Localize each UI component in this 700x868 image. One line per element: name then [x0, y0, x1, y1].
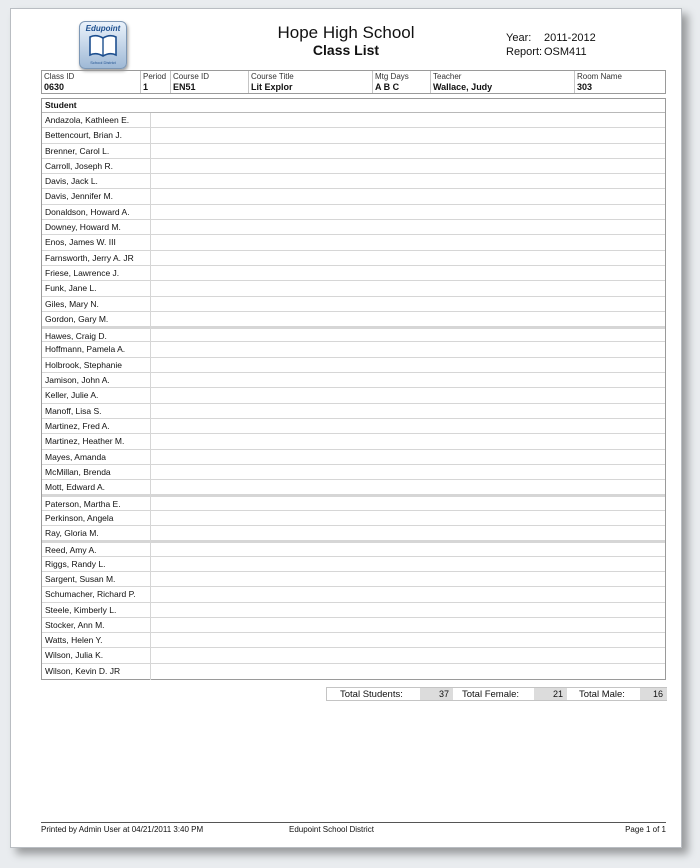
column-divider [150, 543, 151, 556]
table-row [42, 144, 665, 159]
student-name: Stocker, Ann M. [45, 619, 105, 630]
table-row [42, 388, 665, 403]
room-label: Room Name [577, 72, 622, 81]
student-name: Mott, Edward A. [45, 482, 105, 493]
table-row [42, 526, 665, 541]
student-name: Ray, Gloria M. [45, 528, 99, 539]
course-id-cell [170, 71, 249, 93]
report-title: Class List [312, 42, 380, 58]
column-divider [150, 113, 151, 128]
period-label: Period [143, 72, 167, 81]
column-divider [150, 618, 151, 633]
column-divider [150, 297, 151, 312]
column-divider [150, 373, 151, 388]
column-divider [150, 526, 151, 541]
total-students-label: Total Students: [340, 689, 403, 700]
student-name: Keller, Julie A. [45, 390, 99, 401]
class-id-cell [42, 71, 140, 93]
room-cell [574, 71, 666, 93]
period-cell [140, 71, 171, 93]
table-row [42, 312, 665, 327]
mtg-days-label: Mtg Days [375, 72, 409, 81]
total-students-value: 37 [420, 688, 453, 700]
table-row [42, 618, 665, 633]
course-id-label: Course ID [173, 72, 210, 81]
column-divider [150, 419, 151, 434]
table-row [42, 465, 665, 480]
student-name: Sargent, Susan M. [45, 573, 116, 584]
table-row [42, 541, 665, 556]
column-divider [150, 205, 151, 220]
column-divider [150, 587, 151, 602]
column-divider [150, 648, 151, 663]
table-row [42, 557, 665, 572]
table-row [42, 587, 665, 602]
column-divider [150, 189, 151, 204]
school-name: Hope High School [277, 23, 415, 42]
table-row [42, 495, 665, 510]
teacher-value: Wallace, Judy [433, 82, 493, 92]
column-divider [150, 434, 151, 449]
total-female-label: Total Female: [462, 689, 520, 700]
page-number: Page 1 of 1 [625, 825, 666, 834]
column-divider [150, 480, 151, 495]
column-divider [150, 251, 151, 266]
table-row [42, 220, 665, 235]
student-name: Farnsworth, Jerry A. JR [45, 252, 134, 263]
student-name: Hawes, Craig D. [45, 331, 107, 342]
column-divider [150, 388, 151, 403]
year-value: 2011-2012 [544, 32, 596, 44]
course-id-value: EN51 [173, 82, 196, 92]
printed-by: Printed by Admin User at 04/21/2011 3:40 PM [41, 825, 204, 834]
table-row [42, 342, 665, 357]
column-divider [150, 329, 151, 342]
student-name: Brenner, Carol L. [45, 145, 110, 156]
table-row [42, 480, 665, 495]
column-divider [150, 174, 151, 189]
column-divider [150, 404, 151, 419]
column-divider [150, 128, 151, 143]
student-name: Holbrook, Stephanie [45, 359, 123, 370]
totals-bar [326, 687, 667, 701]
report-label: Report: [506, 46, 543, 58]
period-value: 1 [143, 82, 149, 92]
table-row [42, 511, 665, 526]
table-row [42, 128, 665, 143]
column-divider [150, 465, 151, 480]
column-divider [150, 235, 151, 250]
table-row [42, 281, 665, 296]
course-title-cell [248, 71, 373, 93]
table-row [42, 251, 665, 266]
student-column-header: Student [45, 100, 77, 110]
table-row [42, 648, 665, 663]
student-name: Martinez, Fred A. [45, 420, 110, 431]
mtg-days-cell [372, 71, 431, 93]
table-row [42, 603, 665, 618]
student-name: Paterson, Martha E. [45, 499, 121, 510]
table-row [42, 404, 665, 419]
column-divider [150, 450, 151, 465]
total-male-value: 16 [640, 688, 667, 700]
logo-subtitle: School District [90, 60, 116, 65]
column-divider [150, 664, 151, 680]
page-footer [41, 822, 666, 835]
student-name: Gordon, Gary M. [45, 313, 109, 324]
student-name: Hoffmann, Pamela A. [45, 344, 126, 355]
column-divider [150, 312, 151, 327]
student-name: Manoff, Lisa S. [45, 405, 102, 416]
table-row [42, 327, 665, 342]
roster-rows [42, 113, 665, 679]
table-row [42, 664, 665, 679]
student-name: Carroll, Joseph R. [45, 160, 114, 171]
student-name: Watts, Helen Y. [45, 635, 103, 646]
column-divider [150, 497, 151, 510]
table-row [42, 633, 665, 648]
student-name: Davis, Jennifer M. [45, 191, 114, 202]
column-divider [150, 281, 151, 296]
column-divider [150, 572, 151, 587]
teacher-label: Teacher [433, 72, 462, 81]
student-name: Friese, Lawrence J. [45, 267, 120, 278]
student-name: Donaldson, Howard A. [45, 206, 130, 217]
table-row [42, 113, 665, 128]
student-name: Funk, Jane L. [45, 283, 97, 294]
course-title-value: Lit Explor [251, 82, 293, 92]
student-name: Martinez, Heather M. [45, 436, 125, 447]
table-row [42, 358, 665, 373]
class-id-label: Class ID [44, 72, 75, 81]
student-name: Downey, Howard M. [45, 222, 121, 233]
student-name: McMillan, Brenda [45, 466, 111, 477]
table-row [42, 419, 665, 434]
column-divider [150, 342, 151, 357]
table-row [42, 297, 665, 312]
table-row [42, 235, 665, 250]
column-divider [150, 358, 151, 373]
student-name: Jamison, John A. [45, 375, 110, 386]
class-id-value: 0630 [44, 82, 65, 92]
roster-header [42, 99, 665, 113]
table-row [42, 266, 665, 281]
student-roster-table [41, 98, 666, 680]
student-name: Wilson, Kevin D. JR [45, 665, 121, 676]
column-divider [150, 511, 151, 526]
student-name: Steele, Kimberly L. [45, 604, 117, 615]
table-row [42, 159, 665, 174]
student-name: Andazola, Kathleen E. [45, 115, 130, 125]
student-name: Riggs, Randy L. [45, 558, 106, 569]
table-row [42, 434, 665, 449]
column-divider [150, 266, 151, 281]
student-name: Schumacher, Richard P. [45, 589, 136, 600]
student-name: Mayes, Amanda [45, 451, 106, 462]
student-name: Reed, Amy A. [45, 545, 97, 556]
course-title-label: Course Title [251, 72, 294, 81]
report-page [10, 8, 682, 848]
student-name: Davis, Jack L. [45, 176, 98, 187]
room-value: 303 [577, 82, 593, 92]
table-row [42, 174, 665, 189]
student-name: Bettencourt, Brian J. [45, 130, 123, 141]
mtg-days-value: A B C [375, 82, 400, 92]
total-male-label: Total Male: [579, 689, 625, 700]
course-info-bar [41, 70, 666, 94]
table-row [42, 189, 665, 204]
table-row [42, 205, 665, 220]
student-name: Giles, Mary N. [45, 298, 99, 309]
student-name: Perkinson, Angela [45, 512, 114, 523]
column-divider [150, 603, 151, 618]
column-divider [150, 557, 151, 572]
year-label: Year: [506, 32, 532, 44]
table-row [42, 572, 665, 587]
report-id: OSM411 [544, 46, 587, 58]
district-name: Edupoint School District [289, 825, 374, 834]
column-divider [150, 144, 151, 159]
table-row [42, 373, 665, 388]
total-female-value: 21 [534, 688, 567, 700]
logo-name: Edupoint [85, 24, 121, 33]
column-divider [150, 633, 151, 648]
table-row [42, 450, 665, 465]
student-name: Wilson, Julia K. [45, 650, 104, 661]
student-name: Enos, James W. III [45, 237, 116, 248]
teacher-cell [430, 71, 575, 93]
column-divider [150, 159, 151, 174]
column-divider [150, 220, 151, 235]
